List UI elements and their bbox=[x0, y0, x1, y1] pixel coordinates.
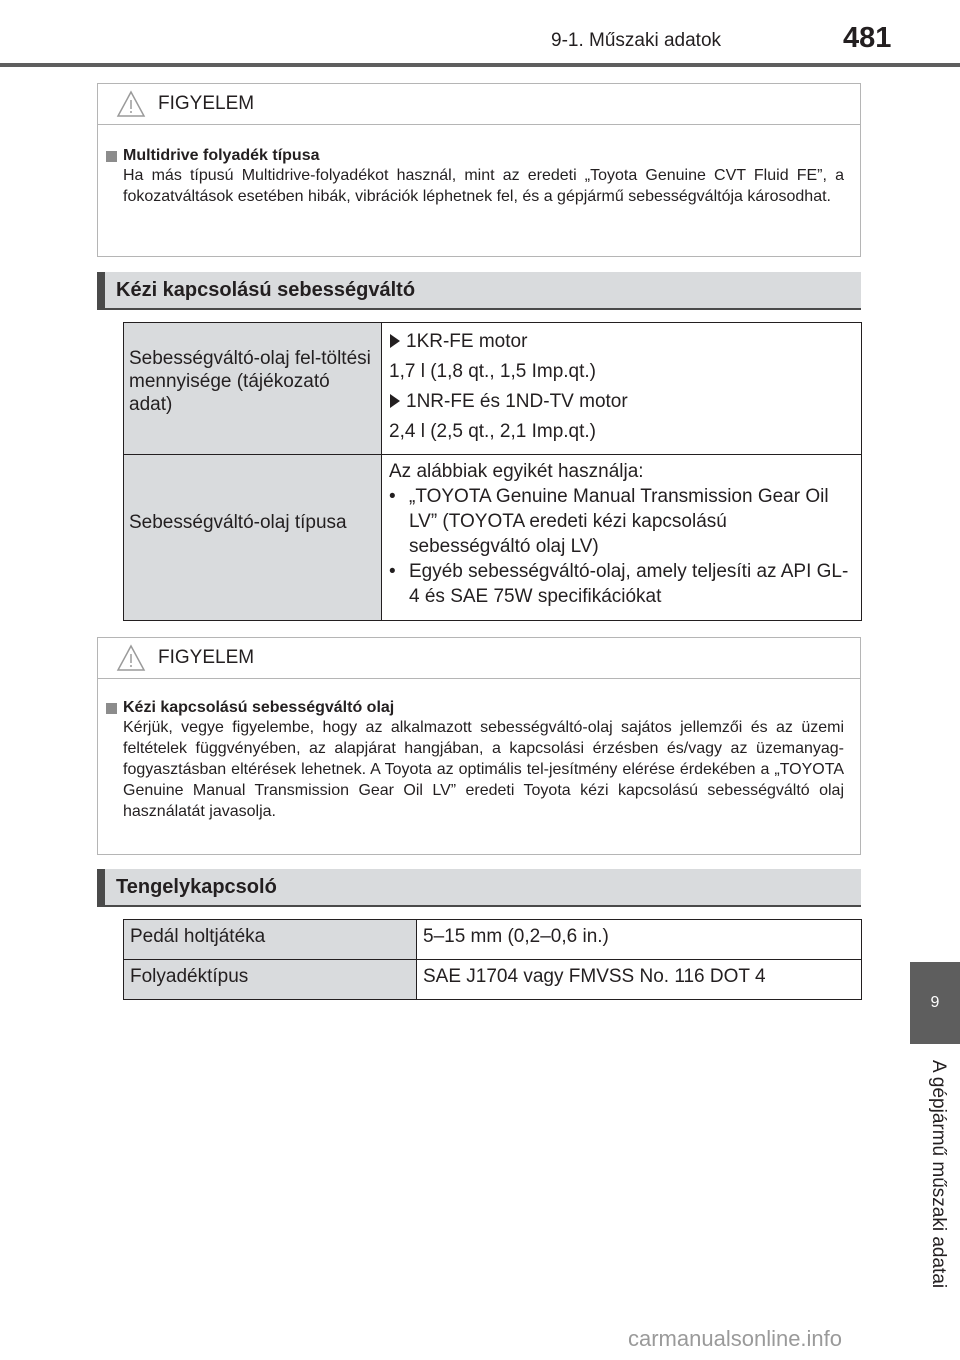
warning-box-manual-oil bbox=[97, 637, 861, 855]
warning-header bbox=[98, 84, 860, 125]
capacity-value-2: 2,4 l (2,5 qt., 2,1 Imp.qt.) bbox=[389, 421, 596, 442]
warning-triangle-icon bbox=[116, 644, 146, 672]
table-value-cell: SAE J1704 vagy FMVSS No. 116 DOT 4 bbox=[417, 960, 862, 1000]
table-row bbox=[124, 455, 862, 621]
engine-heading-2: 1NR-FE és 1ND-TV motor bbox=[390, 387, 853, 417]
page-header bbox=[0, 0, 960, 70]
table-value-cell: 5–15 mm (0,2–0,6 in.) bbox=[417, 920, 862, 960]
arrow-right-icon bbox=[390, 394, 400, 408]
section-title: Kézi kapcsolású sebességváltó bbox=[116, 279, 416, 301]
warning-body bbox=[98, 679, 860, 822]
square-bullet-icon bbox=[106, 151, 117, 162]
section-bar bbox=[97, 272, 105, 308]
table-value-cell bbox=[382, 455, 862, 621]
warning-subtitle-text: Multidrive folyadék típusa bbox=[123, 147, 320, 164]
warning-text: Kérjük, vegye figyelembe, hogy az alkalmazott sebességváltó-olaj sajátos jellemzői és az üzemi feltételek függvényében, az alapjárat hangjában, a kapcsolási érzésben és/vagy az üzemanyag-fogyasztásban eltérések lehetnek. A Toyota az optimális tel-jesítmény elérése érdekében a „TOYOTA Genuine Manual Transmission Gear Oil LV” eredeti Toyota kézi kapcsolású sebességváltó olaj használatát javasolja. bbox=[123, 719, 844, 820]
chapter-title-vertical: A gépjármű műszaki adatai bbox=[928, 1060, 949, 1289]
table-label-cell: Sebességváltó-olaj típusa bbox=[124, 455, 382, 621]
table-row bbox=[124, 920, 862, 960]
warning-triangle-icon bbox=[116, 90, 146, 118]
table-value-cell bbox=[382, 323, 862, 455]
square-bullet-icon bbox=[106, 703, 117, 714]
clutch-table bbox=[123, 919, 862, 1000]
header-rule bbox=[0, 63, 960, 67]
warning-box-multidrive bbox=[97, 83, 861, 257]
table-label-cell: Folyadéktípus bbox=[124, 960, 417, 1000]
watermark: carmanualsonline.info bbox=[628, 1326, 843, 1351]
chapter-tab: 9 bbox=[910, 962, 960, 1044]
warning-subtitle bbox=[106, 147, 844, 165]
section-bar bbox=[97, 869, 105, 905]
warning-subtitle bbox=[106, 699, 844, 717]
table-label-cell: Sebességváltó-olaj fel-töltési mennyisége (tájékozató adat) bbox=[124, 323, 382, 455]
page-number: 481 bbox=[843, 22, 892, 54]
warning-title: FIGYELEM bbox=[158, 647, 255, 668]
warning-title: FIGYELEM bbox=[158, 93, 255, 114]
engine-heading-1: 1KR-FE motor bbox=[390, 327, 853, 357]
manual-transmission-table bbox=[123, 322, 862, 621]
table-row bbox=[124, 323, 862, 455]
section-heading-manual-transmission bbox=[97, 272, 861, 310]
warning-header bbox=[98, 638, 860, 679]
oil-type-intro: Az alábbiak egyikét használja: bbox=[389, 461, 644, 482]
arrow-right-icon bbox=[390, 334, 400, 348]
capacity-value-1: 1,7 l (1,8 qt., 1,5 Imp.qt.) bbox=[389, 361, 596, 382]
list-item: • Egyéb sebességváltó-olaj, amely teljesíti az API GL-4 és SAE 75W specifikációkat bbox=[389, 561, 849, 607]
warning-text: Ha más típusú Multidrive-folyadékot használ, mint az eredeti „Toyota Genuine CVT Fluid FE”, a fokozatváltások esetében hibák, vibrációk léphetnek fel, és a gépjármű sebességváltója károsodhat. bbox=[123, 167, 844, 205]
table-row bbox=[124, 960, 862, 1000]
warning-body bbox=[98, 125, 860, 207]
list-item: • „TOYOTA Genuine Manual Transmission Gear Oil LV” (TOYOTA eredeti kézi kapcsolású sebességváltó olaj LV) bbox=[389, 486, 829, 557]
header-section-title: 9-1. Műszaki adatok bbox=[551, 30, 722, 51]
section-heading-clutch bbox=[97, 869, 861, 907]
warning-subtitle-text: Kézi kapcsolású sebességváltó olaj bbox=[123, 699, 395, 716]
table-label-cell: Pedál holtjátéka bbox=[124, 920, 417, 960]
section-title: Tengelykapcsoló bbox=[116, 876, 277, 898]
